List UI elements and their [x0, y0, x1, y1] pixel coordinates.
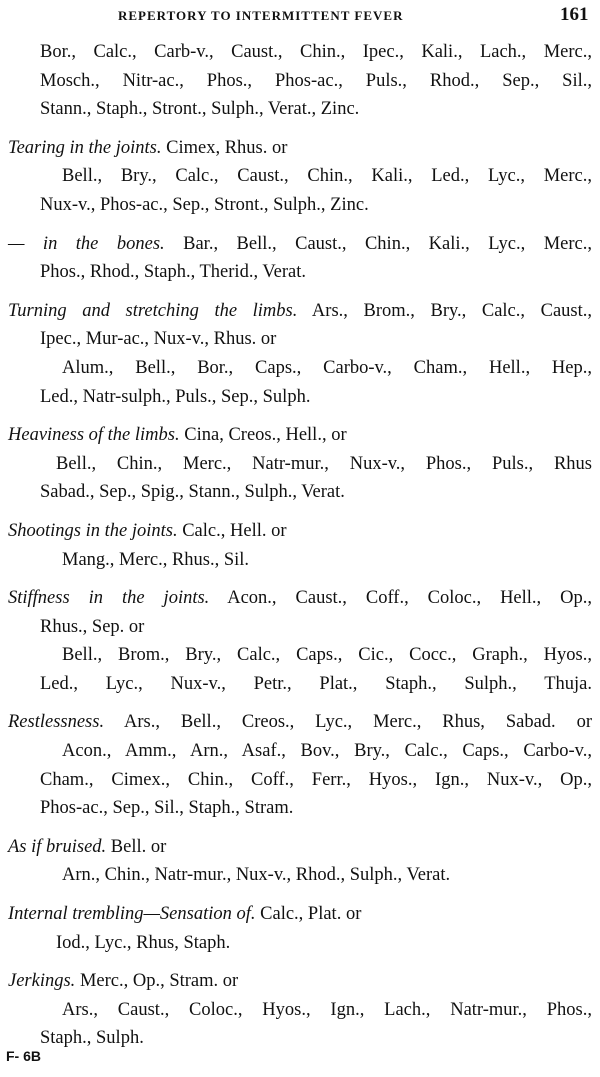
rubric-remedies: Cimex, Rhus. or	[161, 137, 288, 158]
rubric-entry	[8, 297, 592, 411]
text-line: Stann., Staph., Stront., Sulph., Verat., Zinc.	[40, 99, 360, 120]
page-number: 161	[560, 4, 589, 25]
text-line: Nux-v., Phos-ac., Sep., Stront., Sulph., Zinc.	[40, 194, 369, 215]
rubric-heading: Turning and stretching the limbs.	[8, 300, 298, 321]
rubric-entry	[8, 967, 592, 1053]
text-line: Ars., Caust., Coloc., Hyos., Ign., Lach., Natr-mur., Phos.,	[62, 999, 592, 1020]
text-line: Mosch., Nitr-ac., Phos., Phos-ac., Puls., Rhod., Sep., Sil.,	[40, 70, 592, 91]
rubric-remedies: Bar., Bell., Caust., Chin., Kali., Lyc., Merc.,	[164, 233, 592, 254]
rubric-heading: Heaviness of the limbs.	[8, 425, 180, 446]
text-line: Led., Lyc., Nux-v., Petr., Plat., Staph., Sulph., Thuja.	[40, 673, 592, 694]
rubric-heading: — in the bones.	[8, 233, 165, 254]
rubric-heading: Restlessness.	[8, 712, 105, 733]
rubric-heading: Stiffness in the joints.	[8, 588, 210, 609]
rubric-entry	[8, 134, 592, 220]
rubric-remedies: Bell. or	[106, 836, 167, 857]
rubric-remedies: Ars., Brom., Bry., Calc., Caust.,	[297, 300, 592, 321]
page-header	[0, 4, 600, 28]
text-line: Bor., Calc., Carb-v., Caust., Chin., Ipec., Kali., Lach., Merc.,	[40, 42, 592, 62]
text-line: Staph., Sulph.	[40, 1028, 144, 1049]
rubric-entry	[8, 517, 592, 574]
rubric-entry	[8, 900, 592, 957]
text-line: Phos., Rhod., Staph., Therid., Verat.	[40, 262, 307, 283]
text-line: Bell., Chin., Merc., Natr-mur., Nux-v., Phos., Puls., Rhus	[56, 453, 592, 474]
running-head: REPERTORY TO INTERMITTENT FEVER	[118, 8, 404, 23]
rubric-heading: Tearing in the joints.	[8, 137, 162, 158]
text-line: Mang., Merc., Rhus., Sil.	[62, 549, 250, 570]
text-line: Iod., Lyc., Rhus, Staph.	[56, 932, 231, 953]
rubric-heading: As if bruised.	[8, 836, 107, 857]
rubric-heading: Jerkings.	[8, 971, 76, 992]
text-line: Cham., Cimex., Chin., Coff., Ferr., Hyos., Ign., Nux-v., Op.,	[40, 769, 592, 790]
rubric-remedies: Calc., Hell. or	[177, 520, 287, 541]
rubric-remedies: Acon., Caust., Coff., Coloc., Hell., Op.,	[209, 588, 592, 609]
rubric-entry	[8, 584, 592, 698]
rubric-entry	[8, 230, 592, 287]
text-line: Alum., Bell., Bor., Caps., Carbo-v., Cham., Hell., Hep.,	[62, 357, 592, 378]
text-line: Rhus., Sep. or	[40, 616, 145, 637]
rubric-entry	[8, 708, 592, 822]
rubric-remedies: Merc., Op., Stram. or	[75, 971, 239, 992]
printer-signature: F- 6B	[6, 1048, 41, 1064]
continuation-block	[8, 38, 592, 124]
rubric-entry	[8, 421, 592, 507]
rubric-remedies: Cina, Creos., Hell., or	[179, 425, 347, 446]
text-line: Ipec., Mur-ac., Nux-v., Rhus. or	[40, 329, 277, 350]
text-line: Bell., Bry., Calc., Caust., Chin., Kali., Led., Lyc., Merc.,	[62, 166, 592, 187]
text-line: Bell., Brom., Bry., Calc., Caps., Cic., Cocc., Graph., Hyos.,	[62, 645, 592, 666]
text-line: Phos-ac., Sep., Sil., Staph., Stram.	[40, 798, 294, 819]
text-line: Sabad., Sep., Spig., Stann., Sulph., Verat.	[40, 482, 345, 503]
rubric-heading: Shootings in the joints.	[8, 520, 178, 541]
rubric-remedies: Calc., Plat. or	[255, 904, 362, 925]
text-line: Arn., Chin., Natr-mur., Nux-v., Rhod., Sulph., Verat.	[62, 865, 451, 886]
text-line: Acon., Amm., Arn., Asaf., Bov., Bry., Calc., Caps., Carbo-v.,	[62, 741, 592, 762]
text-line: Led., Natr-sulph., Puls., Sep., Sulph.	[40, 386, 311, 407]
rubric-remedies: Ars., Bell., Creos., Lyc., Merc., Rhus, Sabad. or	[104, 712, 592, 733]
rubric-heading: Internal trembling—Sensation of.	[8, 904, 256, 925]
rubric-entry	[8, 833, 592, 890]
repertory-text	[8, 38, 592, 1053]
